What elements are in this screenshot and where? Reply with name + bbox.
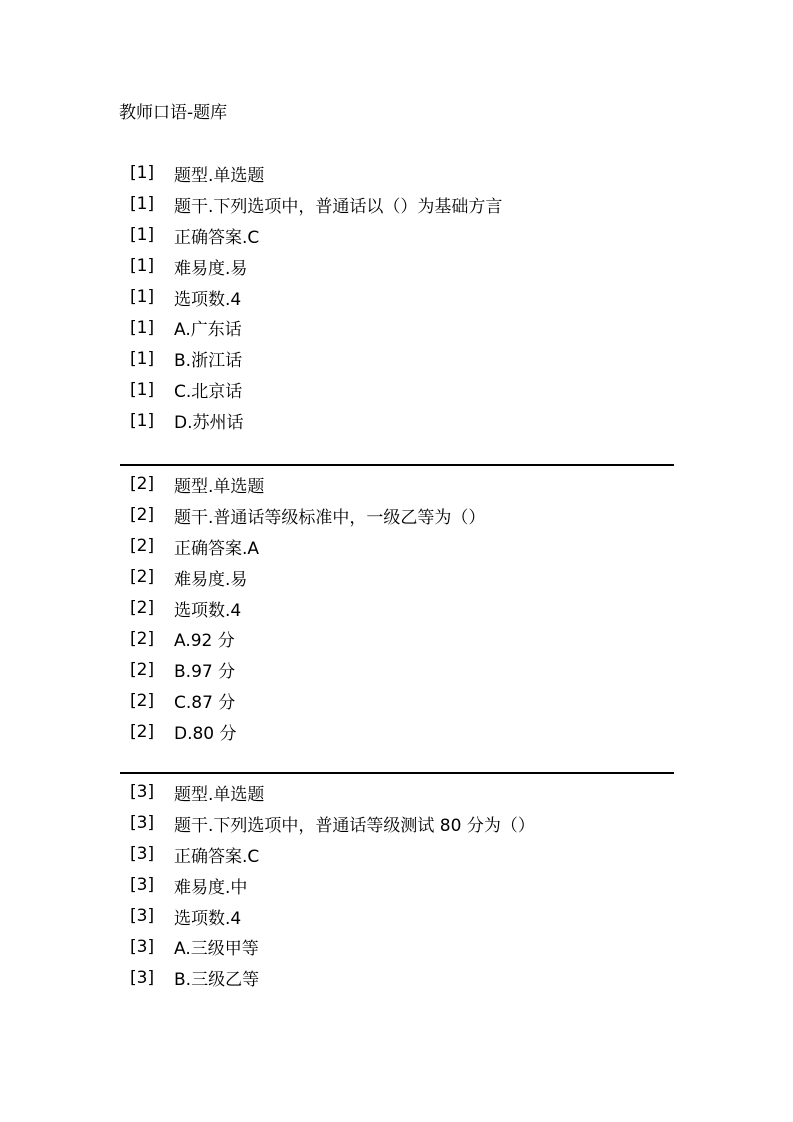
option-b: B.三级乙等 <box>174 970 260 991</box>
question-number: [1] <box>130 225 155 246</box>
question-line <box>120 220 674 251</box>
question-line <box>120 312 674 343</box>
question-line <box>120 158 674 189</box>
option-b: B.浙江话 <box>174 351 243 372</box>
question-number: [1] <box>130 410 155 431</box>
question-line <box>120 531 674 562</box>
question-number: [3] <box>130 813 155 834</box>
option-a: A.92 分 <box>174 631 235 652</box>
question-number: [2] <box>130 474 155 495</box>
question-number: [1] <box>130 317 155 338</box>
option-a: A.三级甲等 <box>174 939 259 960</box>
option-b: B.97 分 <box>174 662 236 683</box>
question-type: 题型.单选题 <box>174 476 265 497</box>
question-line <box>120 870 674 901</box>
question-number: [3] <box>130 936 155 957</box>
question-number: [3] <box>130 875 155 896</box>
question-line <box>120 282 674 313</box>
question-line <box>120 500 674 531</box>
question-block-2 <box>120 464 674 747</box>
option-count: 选项数.4 <box>174 908 242 929</box>
question-number: [2] <box>130 721 155 742</box>
difficulty: 难易度.中 <box>174 877 248 898</box>
option-a: A.广东话 <box>174 320 242 341</box>
question-line <box>120 931 674 962</box>
question-number: [2] <box>130 628 155 649</box>
question-number: [1] <box>130 163 155 184</box>
option-count: 选项数.4 <box>174 289 242 310</box>
option-count: 选项数.4 <box>174 600 242 621</box>
correct-answer: 正确答案.C <box>174 227 260 248</box>
question-type: 题型.单选题 <box>174 784 265 805</box>
question-number: [2] <box>130 659 155 680</box>
question-stem: 题干.普通话等级标准中，一级乙等为（） <box>174 507 486 528</box>
question-line <box>120 189 674 220</box>
question-number: [3] <box>130 844 155 865</box>
question-stem: 题干.下列选项中，普通话以（）为基础方言 <box>174 196 503 217</box>
question-number: [2] <box>130 567 155 588</box>
document-title: 教师口语-题库 <box>119 103 228 123</box>
question-line <box>120 374 674 405</box>
question-line <box>120 654 674 685</box>
question-line <box>120 901 674 932</box>
question-number: [3] <box>130 782 155 803</box>
question-stem: 题干.下列选项中，普通话等级测试 80 分为（） <box>174 815 535 836</box>
question-number: [2] <box>130 598 155 618</box>
question-line <box>120 623 674 654</box>
question-line <box>120 962 674 993</box>
option-d: D.苏州话 <box>174 413 244 434</box>
option-c: C.北京话 <box>174 382 243 403</box>
question-number: [1] <box>130 194 155 215</box>
question-line <box>120 343 674 374</box>
question-line <box>120 251 674 282</box>
question-block-1 <box>120 158 674 436</box>
question-line <box>120 469 674 500</box>
question-number: [1] <box>130 348 155 369</box>
question-number: [1] <box>130 287 155 307</box>
question-number: [2] <box>130 536 155 557</box>
difficulty: 难易度.易 <box>174 569 248 590</box>
question-line <box>120 562 674 593</box>
question-number: [2] <box>130 505 155 526</box>
question-line <box>120 593 674 624</box>
question-number: [1] <box>130 379 155 400</box>
question-number: [2] <box>130 690 155 711</box>
question-line <box>120 839 674 870</box>
question-line <box>120 685 674 716</box>
question-type: 题型.单选题 <box>174 165 265 186</box>
question-block-3 <box>120 772 674 993</box>
question-number: [1] <box>130 256 155 277</box>
question-number: [3] <box>130 906 155 926</box>
option-d: D.80 分 <box>174 724 237 745</box>
question-number: [3] <box>130 967 155 988</box>
correct-answer: 正确答案.A <box>174 538 260 559</box>
question-line <box>120 777 674 808</box>
option-c: C.87 分 <box>174 693 236 714</box>
question-line <box>120 716 674 747</box>
difficulty: 难易度.易 <box>174 258 248 279</box>
question-line <box>120 808 674 839</box>
correct-answer: 正确答案.C <box>174 846 260 867</box>
question-line <box>120 405 674 436</box>
